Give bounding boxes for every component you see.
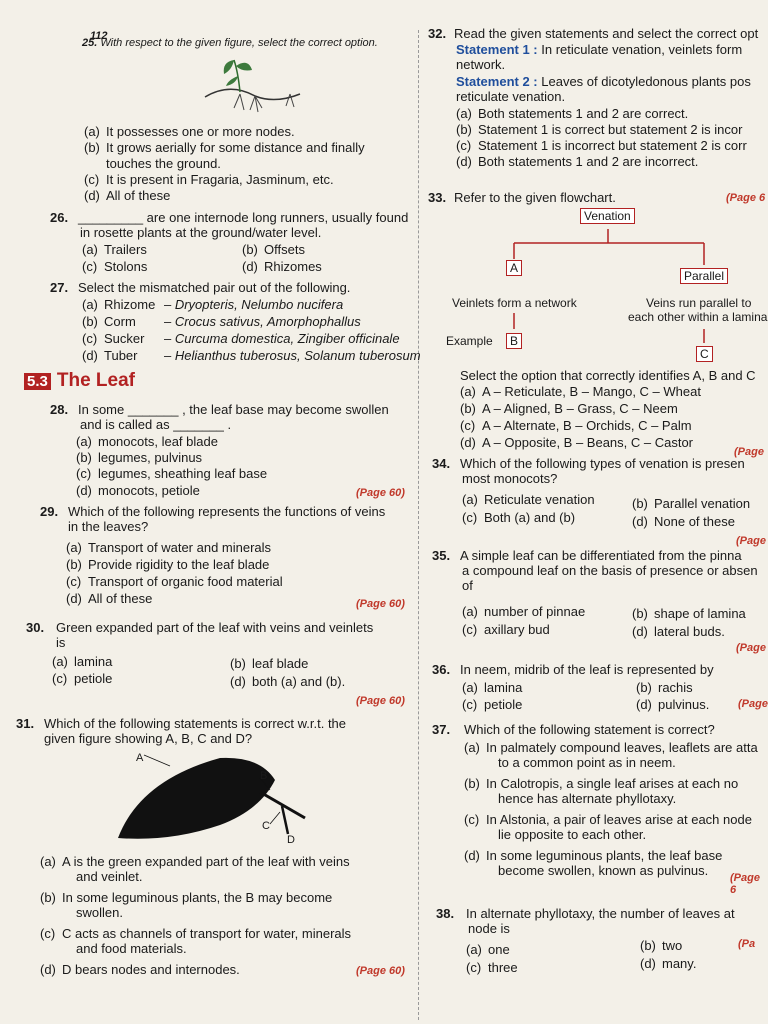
fig-label-b: B (260, 770, 268, 782)
flowchart-example: Example (446, 334, 493, 348)
q31-page-ref: (Page 60) (356, 965, 405, 977)
fig-label-c: C (262, 820, 270, 832)
q26-option-d[interactable]: (d) Rhizomes (242, 259, 322, 274)
q34-option-d[interactable]: (d) None of these (632, 514, 735, 529)
question-27: 27. Select the mismatched pair out of the following. (50, 280, 351, 295)
q38-option-d[interactable]: (d) many. (640, 956, 697, 971)
q34-option-c[interactable]: (c) Both (a) and (b) (462, 510, 576, 525)
q36-option-a[interactable]: (a) lamina (462, 680, 523, 695)
flowchart-root: Venation (580, 208, 635, 224)
q32-statement-2: Statement 2 : Leaves of dicotyledonous plants pos reticulate venation. (456, 74, 751, 104)
question-37: 37. Which of the following statement is correct? (432, 722, 715, 737)
question-38: 38. In alternate phyllotaxy, the number of leaves at node is (436, 906, 735, 936)
q32-option-d[interactable]: (d) Both statements 1 and 2 are incorrect. (456, 154, 699, 169)
question-29: 29. Which of the following represents the functions of veins in the leaves? (40, 504, 386, 534)
question-31: 31. Which of the following statements is correct w.r.t. the given figure showing A, B, C and D? (16, 716, 347, 746)
q25-option-a[interactable]: (a) It possesses one or more nodes. (84, 124, 295, 139)
question-32: 32. Read the given statements and select the correct opt (428, 26, 759, 41)
flowchart-b: B (506, 333, 522, 349)
section-heading: 5.3 The Leaf (24, 370, 135, 392)
question-36: 36. In neem, midrib of the leaf is represented by (432, 662, 714, 677)
q35-page-ref: (Page (736, 642, 766, 654)
q36-option-b[interactable]: (b) rachis (636, 680, 693, 695)
q34-option-b[interactable]: (b) Parallel venation (632, 496, 751, 511)
flowchart-right-desc-2: each other within a lamina (628, 310, 768, 324)
q26-option-c[interactable]: (c) Stolons (82, 259, 148, 274)
q30-option-c[interactable]: (c) petiole (52, 671, 113, 686)
q29-option-c[interactable]: (c) Transport of organic food material (66, 574, 283, 589)
flowchart-parallel: Parallel (680, 268, 728, 284)
q38-option-c[interactable]: (c) three (466, 960, 518, 975)
q33-option-b[interactable]: (b) A – Aligned, B – Grass, C – Neem (460, 401, 678, 416)
q25-option-b[interactable]: (b) It grows aerially for some distance and finally (84, 140, 365, 155)
question-26: 26. _________ are one internode long runners, usually found in rosette plants at the ground/water level. (50, 210, 409, 240)
q32-statement-1: Statement 1 : In reticulate venation, veinlets form network. (456, 42, 743, 72)
q30-option-b[interactable]: (b) leaf blade (230, 656, 309, 671)
q37-option-b[interactable]: (b) In Calotropis, a single leaf arises at each no hence has alternate phyllotaxy. (464, 776, 739, 806)
q34-page-ref: (Page (736, 535, 766, 547)
q37-page-ref: (Page 6 (730, 872, 760, 896)
q29-option-d[interactable]: (d) All of these (66, 591, 153, 606)
q27-option-a[interactable]: (a) Rhizome – Dryopteris, Nelumbo nucifera (82, 297, 344, 312)
q28-option-a[interactable]: (a) monocots, leaf blade (76, 434, 218, 449)
question-30: 30. Green expanded part of the leaf with veins and veinlets is (26, 620, 374, 650)
question-25: 25. With respect to the given figure, select the correct option. (82, 37, 378, 49)
q35-option-c[interactable]: (c) axillary bud (462, 622, 550, 637)
q36-page-ref: (Page (738, 698, 768, 710)
q36-option-c[interactable]: (c) petiole (462, 697, 523, 712)
page-number: 112 (90, 30, 108, 42)
fig-label-d: D (287, 834, 295, 846)
flowchart-a: A (506, 260, 522, 276)
q31-option-a[interactable]: (a) A is the green expanded part of the leaf with veins and veinlet. (40, 854, 350, 884)
q37-option-d[interactable]: (d) In some leguminous plants, the leaf base become swollen, known as pulvinus. (464, 848, 723, 878)
q32-option-a[interactable]: (a) Both statements 1 and 2 are correct. (456, 106, 689, 121)
q33-option-d[interactable]: (d) A – Opposite, B – Beans, C – Castor (460, 435, 694, 450)
q33-page-ref: (Page 6 (726, 192, 766, 204)
q25-option-b-cont: touches the ground. (106, 156, 221, 171)
q28-page-ref: (Page 60) (356, 487, 405, 499)
q25-option-c[interactable]: (c) It is present in Fragaria, Jasminum, etc. (84, 172, 334, 187)
stolon-figure (200, 52, 310, 118)
q30-page-ref: (Page 60) (356, 695, 405, 707)
column-divider (418, 30, 419, 1020)
q25-option-d[interactable]: (d) All of these (84, 188, 171, 203)
q29-page-ref: (Page 60) (356, 598, 405, 610)
q26-option-b[interactable]: (b) Offsets (242, 242, 305, 257)
q28-option-c[interactable]: (c) legumes, sheathing leaf base (76, 466, 268, 481)
fig-label-a: A (136, 752, 144, 764)
q35-option-a[interactable]: (a) number of pinnae (462, 604, 586, 619)
q33-prompt: Select the option that correctly identifies A, B and C (460, 368, 756, 383)
q28-option-d[interactable]: (d) monocots, petiole (76, 483, 200, 498)
question-28: 28. In some _______ , the leaf base may become swollen and is called as _______ . (50, 402, 389, 432)
q38-option-a[interactable]: (a) one (466, 942, 510, 957)
flowchart-right-desc: Veins run parallel to (646, 296, 752, 310)
q29-option-a[interactable]: (a) Transport of water and minerals (66, 540, 272, 555)
q30-option-d[interactable]: (d) both (a) and (b). (230, 674, 346, 689)
q35-option-b[interactable]: (b) shape of lamina (632, 606, 746, 621)
leaf-figure (110, 750, 310, 850)
flowchart-c: C (696, 346, 713, 362)
q32-option-b[interactable]: (b) Statement 1 is correct but statement 2 is incor (456, 122, 743, 137)
question-35: 35. A simple leaf can be differentiated from the pinna a compound leaf on the basis of presence or absen of (432, 548, 758, 593)
q36-option-d[interactable]: (d) pulvinus. (636, 697, 710, 712)
q33-option-c[interactable]: (c) A – Alternate, B – Orchids, C – Palm (460, 418, 692, 433)
q29-option-b[interactable]: (b) Provide rigidity to the leaf blade (66, 557, 270, 572)
q38-page-ref: (Pa (738, 938, 756, 950)
flowchart-left-desc: Veinlets form a network (452, 296, 577, 310)
q31-option-d[interactable]: (d) D bears nodes and internodes. (40, 962, 240, 977)
question-33: 33. Refer to the given flowchart. (428, 190, 616, 205)
q27-option-b[interactable]: (b) Corm – Crocus sativus, Amorphophallus (82, 314, 361, 329)
q38-option-b[interactable]: (b) two (640, 938, 683, 953)
q27-option-d[interactable]: (d) Tuber – Helianthus tuberosus, Solanum tuberosum (82, 348, 421, 363)
q26-option-a[interactable]: (a) Trailers (82, 242, 147, 257)
q34-option-a[interactable]: (a) Reticulate venation (462, 492, 595, 507)
q33-page-ref-2: (Page (734, 446, 764, 458)
q37-option-c[interactable]: (c) In Alstonia, a pair of leaves arise at each node lie opposite to each other. (464, 812, 752, 842)
q31-option-c[interactable]: (c) C acts as channels of transport for water, minerals and food materials. (40, 926, 352, 956)
q27-option-c[interactable]: (c) Sucker – Curcuma domestica, Zingiber officinale (82, 331, 400, 346)
question-34: 34. Which of the following types of venation is presen most monocots? (432, 456, 745, 486)
q35-option-d[interactable]: (d) lateral buds. (632, 624, 725, 639)
q33-option-a[interactable]: (a) A – Reticulate, B – Mango, C – Wheat (460, 384, 701, 399)
q32-option-c[interactable]: (c) Statement 1 is incorrect but statement 2 is corr (456, 138, 747, 153)
q31-option-b[interactable]: (b) In some leguminous plants, the B may become swollen. (40, 890, 333, 920)
q37-option-a[interactable]: (a) In palmately compound leaves, leaflets are atta to a common point as in neem. (464, 740, 758, 770)
q30-option-a[interactable]: (a) lamina (52, 654, 113, 669)
q28-option-b[interactable]: (b) legumes, pulvinus (76, 450, 203, 465)
